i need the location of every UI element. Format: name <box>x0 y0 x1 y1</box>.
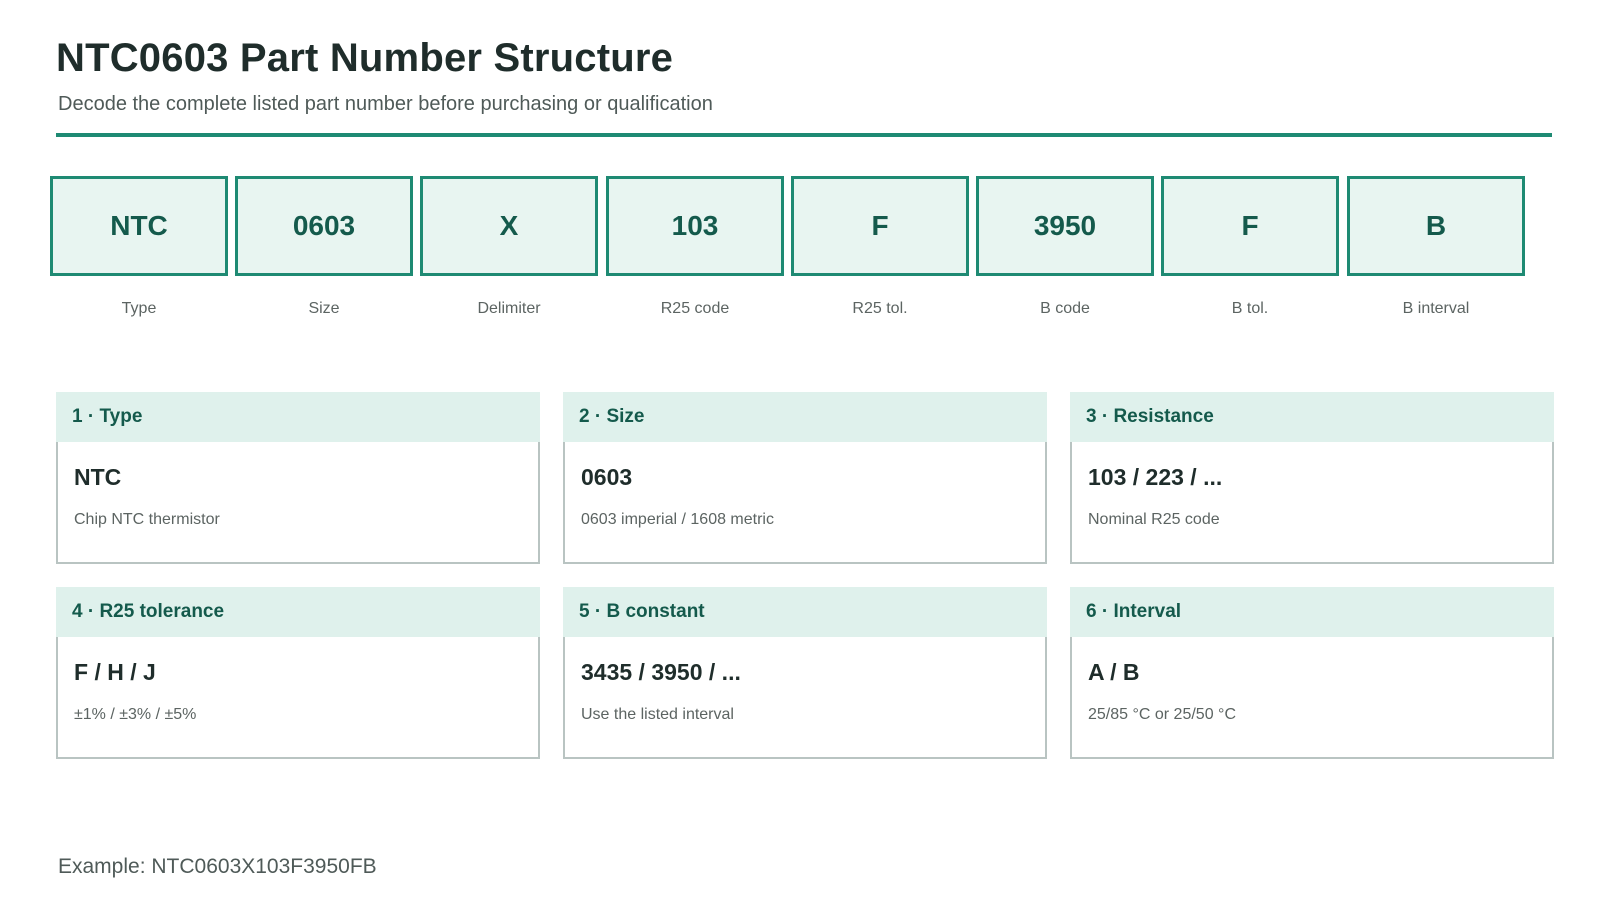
card-value: 3435 / 3950 / ... <box>581 659 741 685</box>
segment-code: X <box>420 176 598 276</box>
card-r25-tolerance <box>56 587 540 759</box>
card-value: NTC <box>74 464 122 490</box>
segment-delimiter <box>420 176 598 318</box>
part-number-segments <box>50 176 1560 326</box>
segment-size <box>235 176 413 318</box>
segment-r25-tolerance <box>791 176 969 318</box>
segment-label: B tol. <box>1231 300 1269 317</box>
card-description: Use the listed interval <box>581 706 734 723</box>
card-value: 0603 <box>581 464 633 490</box>
card-description: Nominal R25 code <box>1088 511 1220 528</box>
card-type <box>56 392 540 564</box>
segment-label: R25 tol. <box>852 300 908 317</box>
segment-type <box>50 176 228 318</box>
card-heading: 3 · Resistance <box>1070 392 1554 442</box>
card-heading: 4 · R25 tolerance <box>56 587 540 637</box>
segment-code: F <box>1161 176 1339 276</box>
card-description: Chip NTC thermistor <box>74 511 220 528</box>
card-heading: 5 · B constant <box>563 587 1047 637</box>
segment-label: Type <box>121 300 157 317</box>
segment-code: 103 <box>606 176 784 276</box>
page-title: NTC0603 Part Number Structure <box>56 36 674 80</box>
card-heading: 2 · Size <box>563 392 1047 442</box>
card-description: 0603 imperial / 1608 metric <box>581 511 774 528</box>
segment-label: R25 code <box>660 300 730 317</box>
header-divider <box>56 133 1552 137</box>
segment-label: Delimiter <box>477 300 541 317</box>
segment-label: Size <box>308 300 340 317</box>
card-b-constant <box>563 587 1047 759</box>
segment-code: 3950 <box>976 176 1154 276</box>
card-value: A / B <box>1088 659 1140 685</box>
example-part-number: Example: NTC0603X103F3950FB <box>58 855 377 878</box>
card-interval <box>1070 587 1554 759</box>
segment-b-interval <box>1347 176 1525 318</box>
segment-r25-code <box>606 176 784 318</box>
segment-label: B code <box>1040 300 1090 317</box>
segment-label: B interval <box>1402 300 1470 317</box>
page-subtitle: Decode the complete listed part number before purchasing or qualification <box>58 93 713 115</box>
card-description: ±1% / ±3% / ±5% <box>74 706 197 723</box>
segment-code: B <box>1347 176 1525 276</box>
card-heading: 1 · Type <box>56 392 540 442</box>
card-heading: 6 · Interval <box>1070 587 1554 637</box>
segment-code: NTC <box>50 176 228 276</box>
card-size <box>563 392 1047 564</box>
segment-code: 0603 <box>235 176 413 276</box>
segment-code: F <box>791 176 969 276</box>
card-value: 103 / 223 / ... <box>1088 464 1223 490</box>
card-description: 25/85 °C or 25/50 °C <box>1088 706 1236 723</box>
segment-b-tolerance <box>1161 176 1339 318</box>
card-resistance <box>1070 392 1554 564</box>
segment-b-code <box>976 176 1154 318</box>
card-value: F / H / J <box>74 659 156 685</box>
